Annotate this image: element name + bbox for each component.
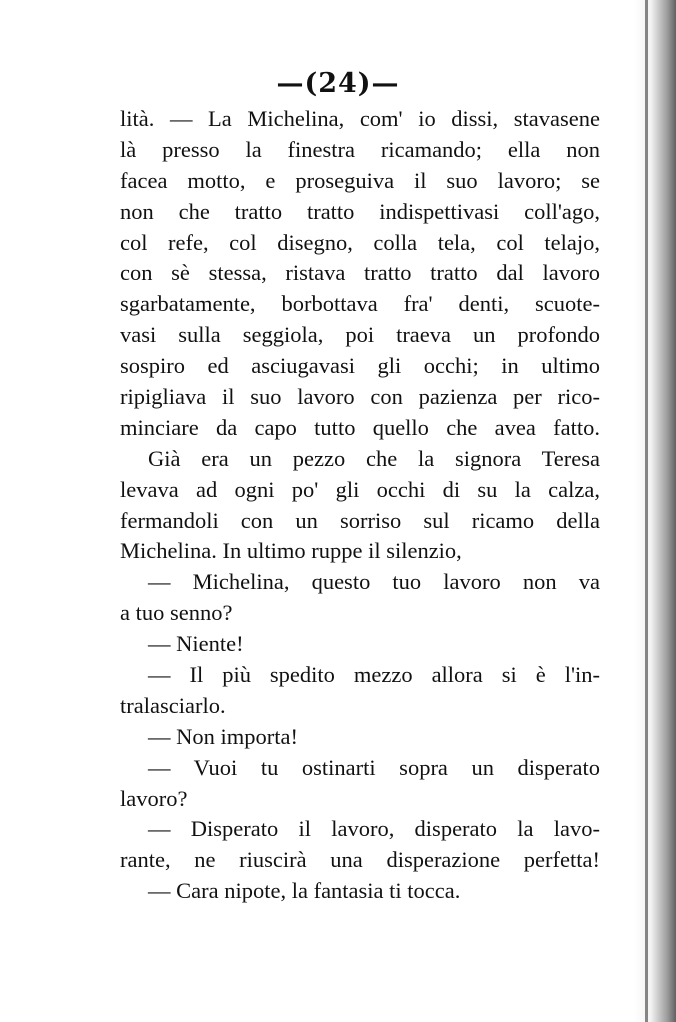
- text-line: levava ad ogni po' gli occhi di su la calza,: [120, 476, 600, 502]
- text-line: col refe, col disegno, colla tela, col telajo,: [120, 229, 600, 255]
- text-line: Già era un pezzo che la signora Teresa: [148, 445, 600, 471]
- text-line: — Il più spedito mezzo allora si è l'in-: [148, 662, 600, 688]
- text-line: minciare da capo tutto quello che avea fatto.: [120, 414, 600, 440]
- body-text: [120, 104, 600, 907]
- text-line: — Cara nipote, la fantasia ti tocca.: [148, 878, 461, 904]
- text-line: Michelina. In ultimo ruppe il silenzio,: [120, 538, 462, 564]
- text-line: sospiro ed asciugavasi gli occhi; in ultimo: [120, 353, 600, 379]
- text-line: lità. — La Michelina, com' io dissi, stavasene: [120, 106, 600, 131]
- text-line: vasi sulla seggiola, poi traeva un profondo: [120, 322, 600, 348]
- text-line: — Non importa!: [148, 723, 298, 749]
- text-line: — Niente!: [148, 631, 244, 657]
- text-line: fermandoli con un sorriso sul ricamo della: [120, 507, 600, 533]
- text-line: lavoro?: [120, 785, 188, 811]
- page-edge-shadow: [634, 0, 676, 1022]
- text-line: a tuo senno?: [120, 600, 233, 626]
- text-line: — Disperato il lavoro, disperato la lavo-: [148, 816, 600, 842]
- page-edge-line: [645, 0, 648, 1022]
- text-line: sgarbatamente, borbottava fra' denti, scuote-: [120, 291, 600, 317]
- text-line: facea motto, e proseguiva il suo lavoro; se: [120, 167, 600, 193]
- text-line: là presso la finestra ricamando; ella non: [120, 136, 600, 162]
- text-line: tralasciarlo.: [120, 692, 226, 718]
- text-line: — Vuoi tu ostinarti sopra un disperato: [148, 754, 600, 780]
- page-number: —(24)—: [276, 68, 400, 99]
- text-line: — Michelina, questo tuo lavoro non va: [148, 569, 600, 595]
- text-line: con sè stessa, ristava tratto tratto dal lavoro: [120, 260, 600, 286]
- text-line: rante, ne riuscirà una disperazione perfetta!: [120, 847, 600, 873]
- text-line: ripigliava il suo lavoro con pazienza per rico-: [120, 384, 600, 410]
- text-line: non che tratto tratto indispettivasi coll'ago,: [120, 198, 600, 224]
